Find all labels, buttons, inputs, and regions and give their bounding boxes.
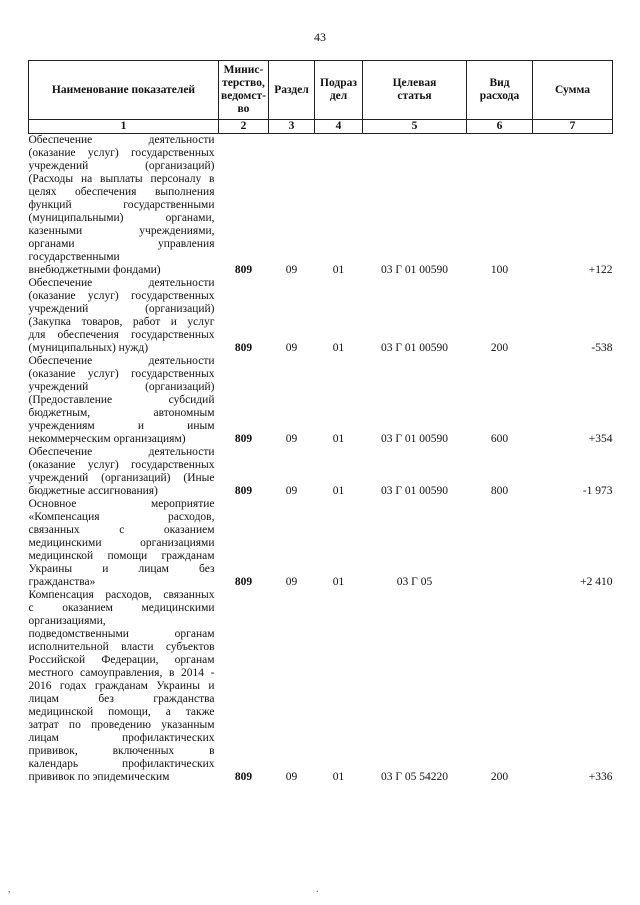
header-sum: Сумма [533, 61, 613, 120]
ministry-cell: 809 [234, 576, 253, 588]
indicator-name-line: Обеспечение деятельности [28, 446, 215, 458]
section-cell: 09 [285, 576, 298, 588]
indicator-name-line: внебюджетными фондами) [28, 264, 161, 276]
indicator-name-line: бюджетные ассигнования) [28, 485, 158, 497]
subsection-cell: 01 [332, 342, 345, 354]
target-article-cell: 03 Г 01 00590 [380, 485, 449, 497]
expense-type-cell: 200 [490, 342, 509, 354]
table-row [29, 446, 613, 498]
indicator-name-line: для обеспечения государственных [28, 329, 215, 341]
indicator-name-line: «Компенсация расходов, [28, 511, 215, 523]
indicator-name-line: 2016 годах гражданам Украины и [28, 680, 215, 692]
budget-table [28, 60, 613, 784]
indicator-name-line: учреждений (организаций) [28, 381, 215, 393]
indicator-name-line: (оказание услуг) государственных [28, 368, 215, 380]
indicator-name-line: учреждениям и иным [28, 420, 215, 432]
expense-type-cell: 600 [490, 433, 509, 445]
col-number: 4 [315, 120, 363, 134]
header-expense-type: Вид расхода [467, 61, 533, 120]
expense-type-cell: 100 [490, 264, 509, 276]
ministry-cell: 809 [234, 342, 253, 354]
table-row [29, 355, 613, 446]
header-ministry: Минис- терство, ведомст- во [219, 61, 269, 120]
sum-cell: +122 [588, 264, 613, 276]
header-indicator-name: Наименование показателей [29, 61, 219, 120]
expense-type-cell: 200 [490, 771, 509, 783]
indicator-name-line: прививок, включенных в [28, 745, 215, 757]
section-cell: 09 [285, 433, 298, 445]
sum-cell: -1 973 [582, 485, 613, 497]
section-cell: 09 [285, 264, 298, 276]
page-number: 43 [314, 30, 326, 44]
indicator-name-cell [29, 498, 219, 589]
indicator-name-line: затрат по проведению указанным [28, 719, 215, 731]
indicator-name-line: связанных с оказанием [28, 524, 215, 536]
section-cell: 09 [285, 485, 298, 497]
sum-cell: +336 [588, 771, 613, 783]
indicator-name-line: местного самоуправления, в 2014 - [28, 667, 215, 679]
expense-type-cell: 800 [490, 485, 509, 497]
indicator-name-cell [29, 277, 219, 355]
table-body [29, 134, 613, 785]
indicator-name-cell [29, 446, 219, 498]
indicator-name-line: (оказание услуг) государственных [28, 147, 215, 159]
indicator-name-line: некоммерческим организациям) [28, 433, 186, 445]
col-number: 6 [467, 120, 533, 134]
section-cell: 09 [285, 771, 298, 783]
target-article-cell: 03 Г 01 00590 [380, 433, 449, 445]
scan-mark: , [8, 884, 11, 895]
indicator-name-line: (Расходы на выплаты персоналу в [28, 173, 215, 185]
header-section: Раздел [269, 61, 315, 120]
indicator-name-line: (Закупка товаров, работ и услуг [28, 316, 215, 328]
indicator-name-line: целях обеспечения выполнения [28, 186, 215, 198]
indicator-name-line: государственными [28, 251, 120, 263]
indicator-name-line: функций государственными [28, 199, 215, 211]
indicator-name-line: календарь профилактических [28, 758, 215, 770]
sum-cell: +2 410 [580, 576, 613, 588]
indicator-name-line: лицам без гражданства [28, 693, 215, 705]
col-number: 5 [363, 120, 467, 134]
indicator-name-line: казенными учреждениями, [28, 225, 215, 237]
indicator-name-line: Обеспечение деятельности [28, 277, 215, 289]
indicator-name-line: органами управления [28, 238, 215, 250]
table-row [29, 589, 613, 784]
indicator-name-line: гражданства» [28, 576, 96, 588]
expense-type-cell [467, 498, 533, 589]
ministry-cell: 809 [234, 771, 253, 783]
indicator-name-line: Российской Федерации, органам [28, 654, 215, 666]
indicator-name-line: прививок по эпидемическим [28, 771, 170, 783]
indicator-name-line: Обеспечение деятельности [28, 355, 215, 367]
indicator-name-cell [29, 134, 219, 278]
target-article-cell: 03 Г 01 00590 [380, 264, 449, 276]
col-number: 1 [29, 120, 219, 134]
indicator-name-line: учреждений (организаций) [28, 303, 215, 315]
col-number: 7 [533, 120, 613, 134]
ministry-cell: 809 [234, 485, 253, 497]
subsection-cell: 01 [332, 771, 345, 783]
table-row [29, 277, 613, 355]
sum-cell: +354 [588, 433, 613, 445]
ministry-cell: 809 [234, 264, 253, 276]
indicator-name-line: с оказанием медицинскими [28, 602, 215, 614]
target-article-cell: 03 Г 05 [396, 576, 433, 588]
subsection-cell: 01 [332, 576, 345, 588]
subsection-cell: 01 [332, 433, 345, 445]
column-number-row [29, 120, 613, 134]
indicator-name-line: учреждений (организаций) [28, 160, 215, 172]
indicator-name-line: медицинской помощи, а также [28, 706, 215, 718]
indicator-name-line: подведомственными органам [28, 628, 215, 640]
indicator-name-cell [29, 355, 219, 446]
col-number: 3 [269, 120, 315, 134]
header-subsection: Подраз дел [315, 61, 363, 120]
indicator-name-line: медицинской помощи гражданам [28, 550, 215, 562]
indicator-name-line: исполнительной власти субъектов [28, 641, 215, 653]
scan-mark: . [316, 884, 319, 895]
subsection-cell: 01 [332, 485, 345, 497]
indicator-name-line: (Предоставление субсидий [28, 394, 215, 406]
indicator-name-line: учреждений (организаций) (Иные [28, 472, 215, 484]
indicator-name-cell [29, 589, 219, 784]
target-article-cell: 03 Г 05 54220 [380, 771, 449, 783]
section-cell: 09 [285, 342, 298, 354]
indicator-name-line: (муниципальными) органами, [28, 212, 215, 224]
indicator-name-line: Обеспечение деятельности [28, 134, 215, 146]
col-number: 2 [219, 120, 269, 134]
target-article-cell: 03 Г 01 00590 [380, 342, 449, 354]
indicator-name-line: (муниципальных) нужд) [28, 342, 149, 354]
indicator-name-line: лицам профилактических [28, 732, 215, 744]
indicator-name-line: организациями, [28, 615, 106, 627]
table-row [29, 498, 613, 589]
indicator-name-line: Основное мероприятие [28, 498, 215, 510]
ministry-cell: 809 [234, 433, 253, 445]
indicator-name-line: Украины и лицам без [28, 563, 215, 575]
header-row [29, 61, 613, 120]
table-row [29, 134, 613, 278]
sum-cell: -538 [591, 342, 613, 354]
indicator-name-line: Компенсация расходов, связанных [28, 589, 215, 601]
subsection-cell: 01 [332, 264, 345, 276]
indicator-name-line: бюджетным, автономным [28, 407, 215, 419]
indicator-name-line: медицинскими организациями [28, 537, 215, 549]
indicator-name-line: (оказание услуг) государственных [28, 459, 215, 471]
header-target-article: Целевая статья [363, 61, 467, 120]
indicator-name-line: (оказание услуг) государственных [28, 290, 215, 302]
